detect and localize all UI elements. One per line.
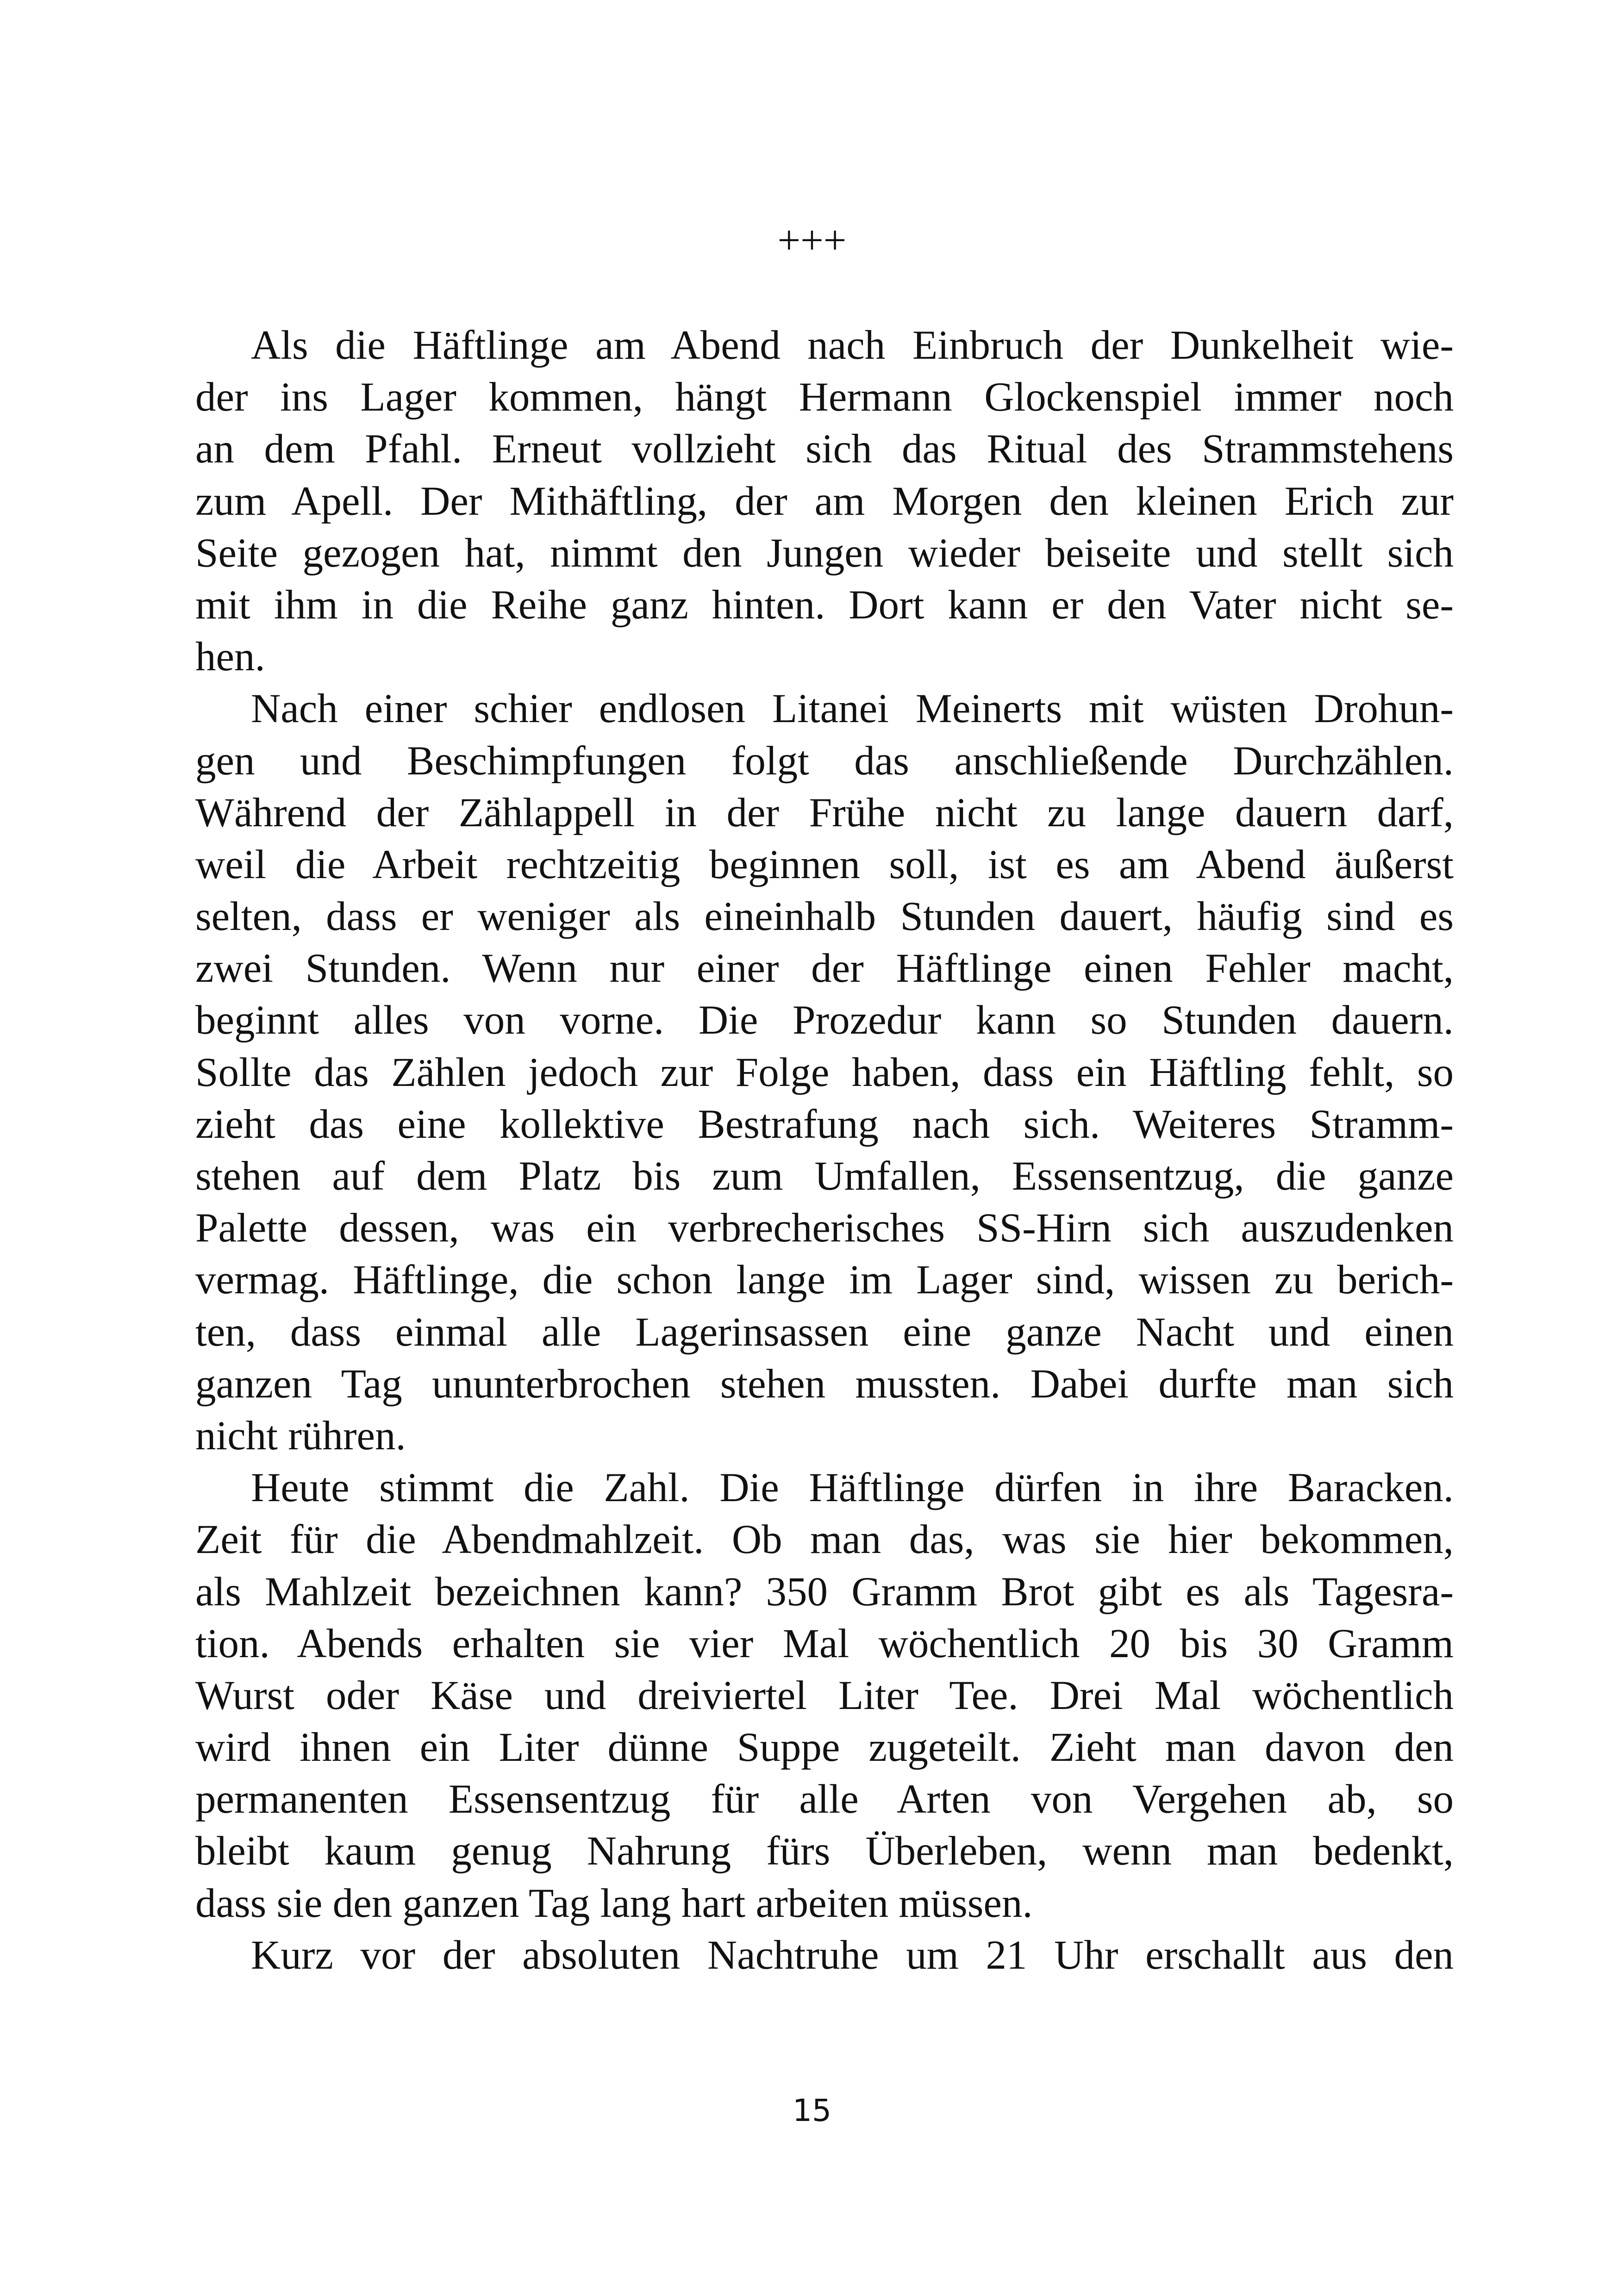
paragraph-2 bbox=[195, 683, 1454, 1462]
text-line: dass sie den ganzen Tag lang hart arbeiten müssen. bbox=[195, 1880, 1033, 1926]
text-line: Zeit für die Abendmahlzeit. Ob man das, was sie hier bekommen, bbox=[195, 1517, 1454, 1563]
text-line: zum Apell. Der Mithäftling, der am Morgen den kleinen Erich zur bbox=[195, 478, 1454, 524]
text-line: Nach einer schier endlosen Litanei Meinerts mit wüsten Drohun- bbox=[251, 686, 1454, 732]
text-line: bleibt kaum genug Nahrung fürs Überleben, wenn man bedenkt, bbox=[195, 1828, 1454, 1874]
text-line: als Mahlzeit bezeichnen kann? 350 Gramm Brot gibt es als Tagesra- bbox=[195, 1569, 1454, 1615]
text-line: an dem Pfahl. Erneut vollzieht sich das Ritual des Strammstehens bbox=[195, 426, 1454, 472]
text-line: nicht rühren. bbox=[195, 1413, 406, 1459]
text-line: Palette dessen, was ein verbrecherisches SS-Hirn sich auszudenken bbox=[195, 1205, 1454, 1251]
text-line: der ins Lager kommen, hängt Hermann Glockenspiel immer noch bbox=[195, 374, 1454, 420]
paragraph-4 bbox=[195, 1929, 1454, 1981]
text-line: zieht das eine kollektive Bestrafung nach sich. Weiteres Stramm- bbox=[195, 1101, 1454, 1147]
text-line: Während der Zählappell in der Frühe nicht zu lange dauern darf, bbox=[195, 790, 1454, 836]
text-line: permanenten Essensentzug für alle Arten von Vergehen ab, so bbox=[195, 1777, 1454, 1822]
paragraph-3 bbox=[195, 1462, 1454, 1929]
text-line: beginnt alles von vorne. Die Prozedur kann so Stunden dauern. bbox=[195, 998, 1454, 1043]
section-separator: +++ bbox=[777, 218, 847, 263]
text-line: Wurst oder Käse und dreiviertel Liter Tee. Drei Mal wöchentlich bbox=[195, 1672, 1454, 1718]
paragraph-1 bbox=[195, 319, 1454, 683]
page-number: 15 bbox=[793, 2093, 831, 2128]
text-line: Seite gezogen hat, nimmt den Jungen wieder beiseite und stellt sich bbox=[195, 530, 1454, 576]
text-line: Kurz vor der absoluten Nachtruhe um 21 Uhr erschallt aus den bbox=[251, 1932, 1454, 1978]
body-text bbox=[195, 319, 1454, 1981]
text-line: selten, dass er weniger als eineinhalb Stunden dauert, häufig sind es bbox=[195, 894, 1454, 940]
text-line: stehen auf dem Platz bis zum Umfallen, Essensentzug, die ganze bbox=[195, 1154, 1454, 1199]
text-line: weil die Arbeit rechtzeitig beginnen soll, ist es am Abend äußerst bbox=[195, 842, 1454, 887]
text-line: gen und Beschimpfungen folgt das anschließende Durchzählen. bbox=[195, 738, 1454, 784]
text-line: vermag. Häftlinge, die schon lange im Lager sind, wissen zu berich- bbox=[195, 1257, 1454, 1303]
text-line: Heute stimmt die Zahl. Die Häftlinge dürfen in ihre Baracken. bbox=[251, 1465, 1454, 1511]
text-line: zwei Stunden. Wenn nur einer der Häftlinge einen Fehler macht, bbox=[195, 946, 1454, 992]
text-line: ganzen Tag ununterbrochen stehen mussten. Dabei durfte man sich bbox=[195, 1361, 1454, 1407]
text-line: mit ihm in die Reihe ganz hinten. Dort kann er den Vater nicht se- bbox=[195, 582, 1454, 628]
text-line: wird ihnen ein Liter dünne Suppe zugeteilt. Zieht man davon den bbox=[195, 1725, 1454, 1771]
text-line: hen. bbox=[195, 634, 265, 680]
text-line: Als die Häftlinge am Abend nach Einbruch der Dunkelheit wie- bbox=[251, 323, 1454, 368]
text-line: tion. Abends erhalten sie vier Mal wöchentlich 20 bis 30 Gramm bbox=[195, 1621, 1454, 1666]
text-line: ten, dass einmal alle Lagerinsassen eine ganze Nacht und einen bbox=[195, 1309, 1454, 1355]
text-line: Sollte das Zählen jedoch zur Folge haben, dass ein Häftling fehlt, so bbox=[195, 1049, 1454, 1095]
